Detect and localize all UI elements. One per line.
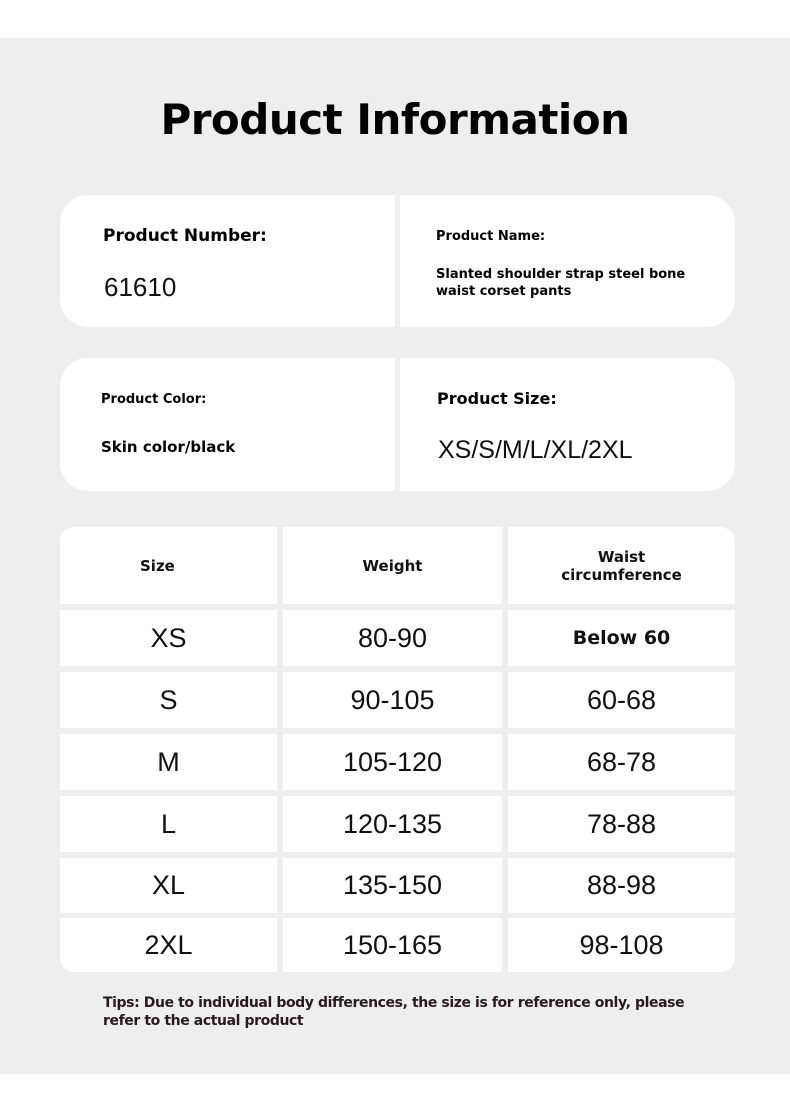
product-size-value: XS/S/M/L/XL/2XL — [438, 436, 633, 464]
table-cell: 90-105 — [283, 672, 502, 728]
table-cell: 60-68 — [508, 672, 735, 728]
page-title: Product Information — [160, 95, 630, 144]
tips-note: Tips: Due to individual body differences, the size is for reference only, please refer to the actual product — [103, 995, 685, 1029]
table-cell: S — [60, 672, 277, 728]
table-cell: 150-165 — [283, 918, 502, 972]
product-number-card — [60, 195, 395, 327]
table-cell: M — [60, 734, 277, 790]
table-cell: 78-88 — [508, 796, 735, 852]
table-cell: Below 60 — [508, 610, 735, 666]
product-name-value: Slanted shoulder strap steel bone waist corset pants — [436, 267, 686, 299]
product-number-value: 61610 — [104, 272, 177, 302]
table-header-size: Size — [60, 527, 277, 604]
table-header-weight: Weight — [283, 527, 502, 604]
product-name-card — [400, 195, 735, 327]
product-color-value: Skin color/black — [101, 438, 236, 456]
table-cell: 88-98 — [508, 858, 735, 913]
table-cell: XS — [60, 610, 277, 666]
product-color-card — [60, 358, 395, 491]
product-color-label: Product Color: — [101, 392, 207, 407]
product-name-label: Product Name: — [436, 229, 546, 244]
product-size-label: Product Size: — [437, 389, 557, 408]
table-cell: L — [60, 796, 277, 852]
table-cell: 120-135 — [283, 796, 502, 852]
table-cell: 98-108 — [508, 918, 735, 972]
table-cell: 105-120 — [283, 734, 502, 790]
product-number-label: Product Number: — [103, 226, 267, 246]
table-header-waist: Waist circumference — [508, 527, 735, 604]
table-cell: 2XL — [60, 918, 277, 972]
table-cell: XL — [60, 858, 277, 913]
table-cell: 135-150 — [283, 858, 502, 913]
table-cell: 80-90 — [283, 610, 502, 666]
product-size-card — [400, 358, 735, 491]
table-cell: 68-78 — [508, 734, 735, 790]
